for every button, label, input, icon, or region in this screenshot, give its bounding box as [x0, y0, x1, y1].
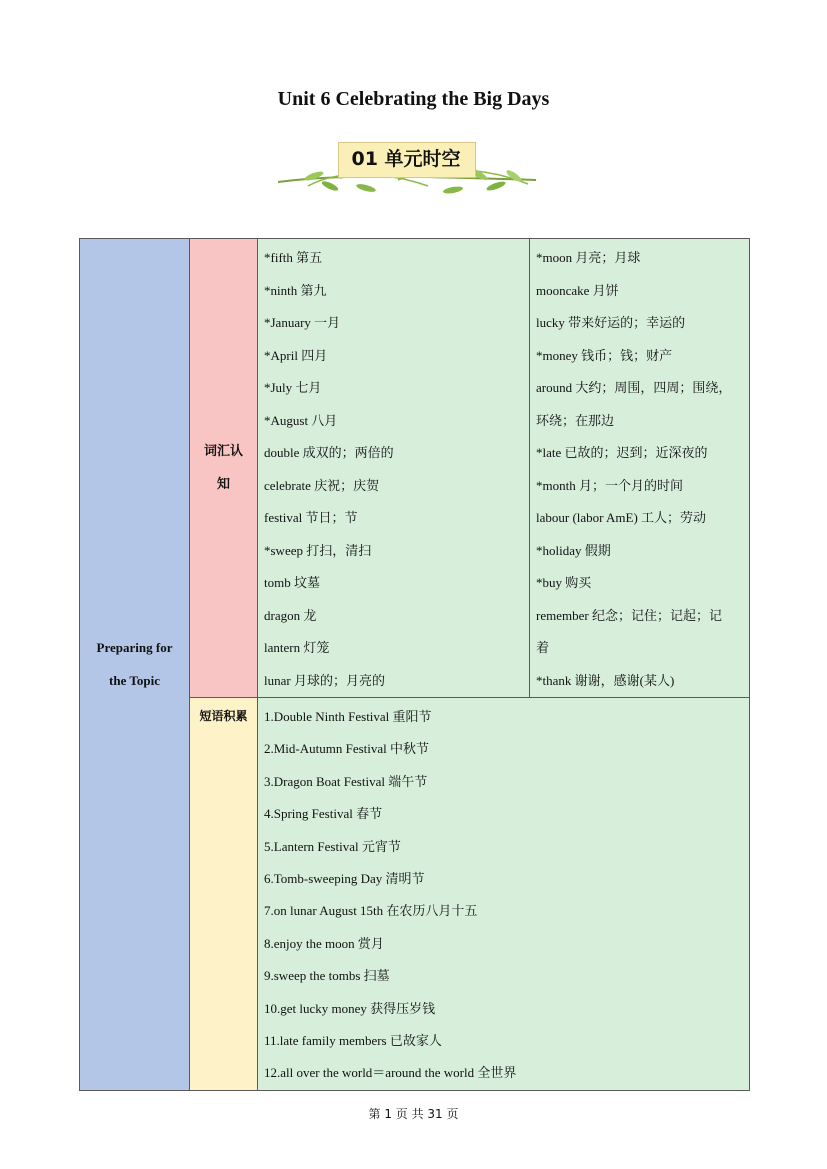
vocab-item: around 大约；周围，四周；围绕， [536, 380, 732, 395]
phrase-item: 6.Tomb-sweeping Day 清明节 [264, 870, 425, 886]
vocab-item: celebrate 庆祝；庆贺 [264, 477, 380, 493]
vocab-item: remember 纪念；记住；记起；记 [536, 607, 722, 623]
vocab-left-cell [258, 239, 530, 698]
phrase-item: 5.Lantern Festival 元宵节 [264, 838, 401, 854]
vocab-item: *moon 月亮；月球 [536, 250, 641, 265]
vocab-item: *late 已故的；迟到；近深夜的 [536, 445, 708, 460]
vocab-item: lunar 月球的；月亮的 [264, 672, 385, 688]
vocab-item: mooncake 月饼 [536, 282, 619, 298]
vocab-item: lantern 灯笼 [264, 640, 330, 655]
vocab-item: *fifth 第五 [264, 250, 323, 265]
phrase-cell [258, 698, 750, 1091]
vocab-item: 着 [536, 640, 550, 655]
phrase-item: 11.late family members 已故家人 [264, 1032, 442, 1048]
section-banner [278, 134, 538, 202]
vocabulary-table [79, 238, 750, 1091]
phrase-item: 3.Dragon Boat Festival 端午节 [264, 773, 428, 789]
phrase-item: 2.Mid-Autumn Festival 中秋节 [264, 741, 430, 757]
vocab-item: *January 一月 [264, 315, 341, 330]
vocab-item: *thank 谢谢，感谢(某人) [536, 672, 675, 688]
vocab-item: lucky 带来好运的；幸运的 [536, 315, 686, 330]
vocab-label-line: 词汇认 [203, 444, 243, 459]
phrase-item: 7.on lunar August 15th 在农历八月十五 [264, 903, 478, 919]
phrase-item: 9.sweep the tombs 扫墓 [264, 968, 390, 984]
page-footer: 第 1 页 共 31 页 [368, 1107, 459, 1121]
vocab-item: festival 节日；节 [264, 510, 358, 525]
vocab-right-cell [530, 239, 750, 698]
vocab-item: *July 七月 [264, 380, 322, 395]
vocab-item: 环绕；在那边 [536, 412, 615, 428]
banner-text: 01 单元时空 [351, 148, 461, 170]
vocab-item: *holiday 假期 [536, 542, 611, 558]
vocab-item: *month 月；一个月的时间 [536, 477, 683, 493]
phrase-item: 4.Spring Festival 春节 [264, 806, 383, 822]
topic-cell [80, 239, 190, 1091]
vocab-item: *buy 购买 [536, 575, 592, 590]
phrase-label-cell: 短语积累 [190, 698, 258, 1091]
vocab-item: labour (labor AmE) 工人；劳动 [536, 510, 707, 525]
phrase-list [258, 698, 749, 1090]
vocab-item: dragon 龙 [264, 607, 317, 623]
phrase-item: 12.all over the world＝around the world 全世界 [264, 1065, 517, 1081]
page-title: Unit 6 Celebrating the Big Days [277, 88, 550, 110]
vocab-item: *money 钱币；钱；财产 [536, 347, 673, 363]
vocab-item: *April 四月 [264, 347, 328, 363]
phrase-item: 8.enjoy the moon 赏月 [264, 935, 384, 951]
vocab-right-list [530, 239, 749, 697]
vocab-left-list [258, 239, 529, 697]
vocab-item: double 成双的；两倍的 [264, 445, 394, 460]
vocab-label-cell [190, 239, 258, 698]
vocab-item: *ninth 第九 [264, 282, 327, 298]
phrase-item: 10.get lucky money 获得压岁钱 [264, 1000, 436, 1016]
topic-label-line: the Topic [109, 673, 160, 689]
topic-label-line: Preparing for [96, 640, 173, 656]
vocab-item: *August 八月 [264, 412, 338, 428]
vocab-item: tomb 坟墓 [264, 575, 320, 590]
vocab-item: *sweep 打扫，清扫 [264, 542, 372, 558]
vocab-label-line: 知 [216, 477, 230, 492]
phrase-item: 1.Double Ninth Festival 重阳节 [264, 709, 432, 724]
